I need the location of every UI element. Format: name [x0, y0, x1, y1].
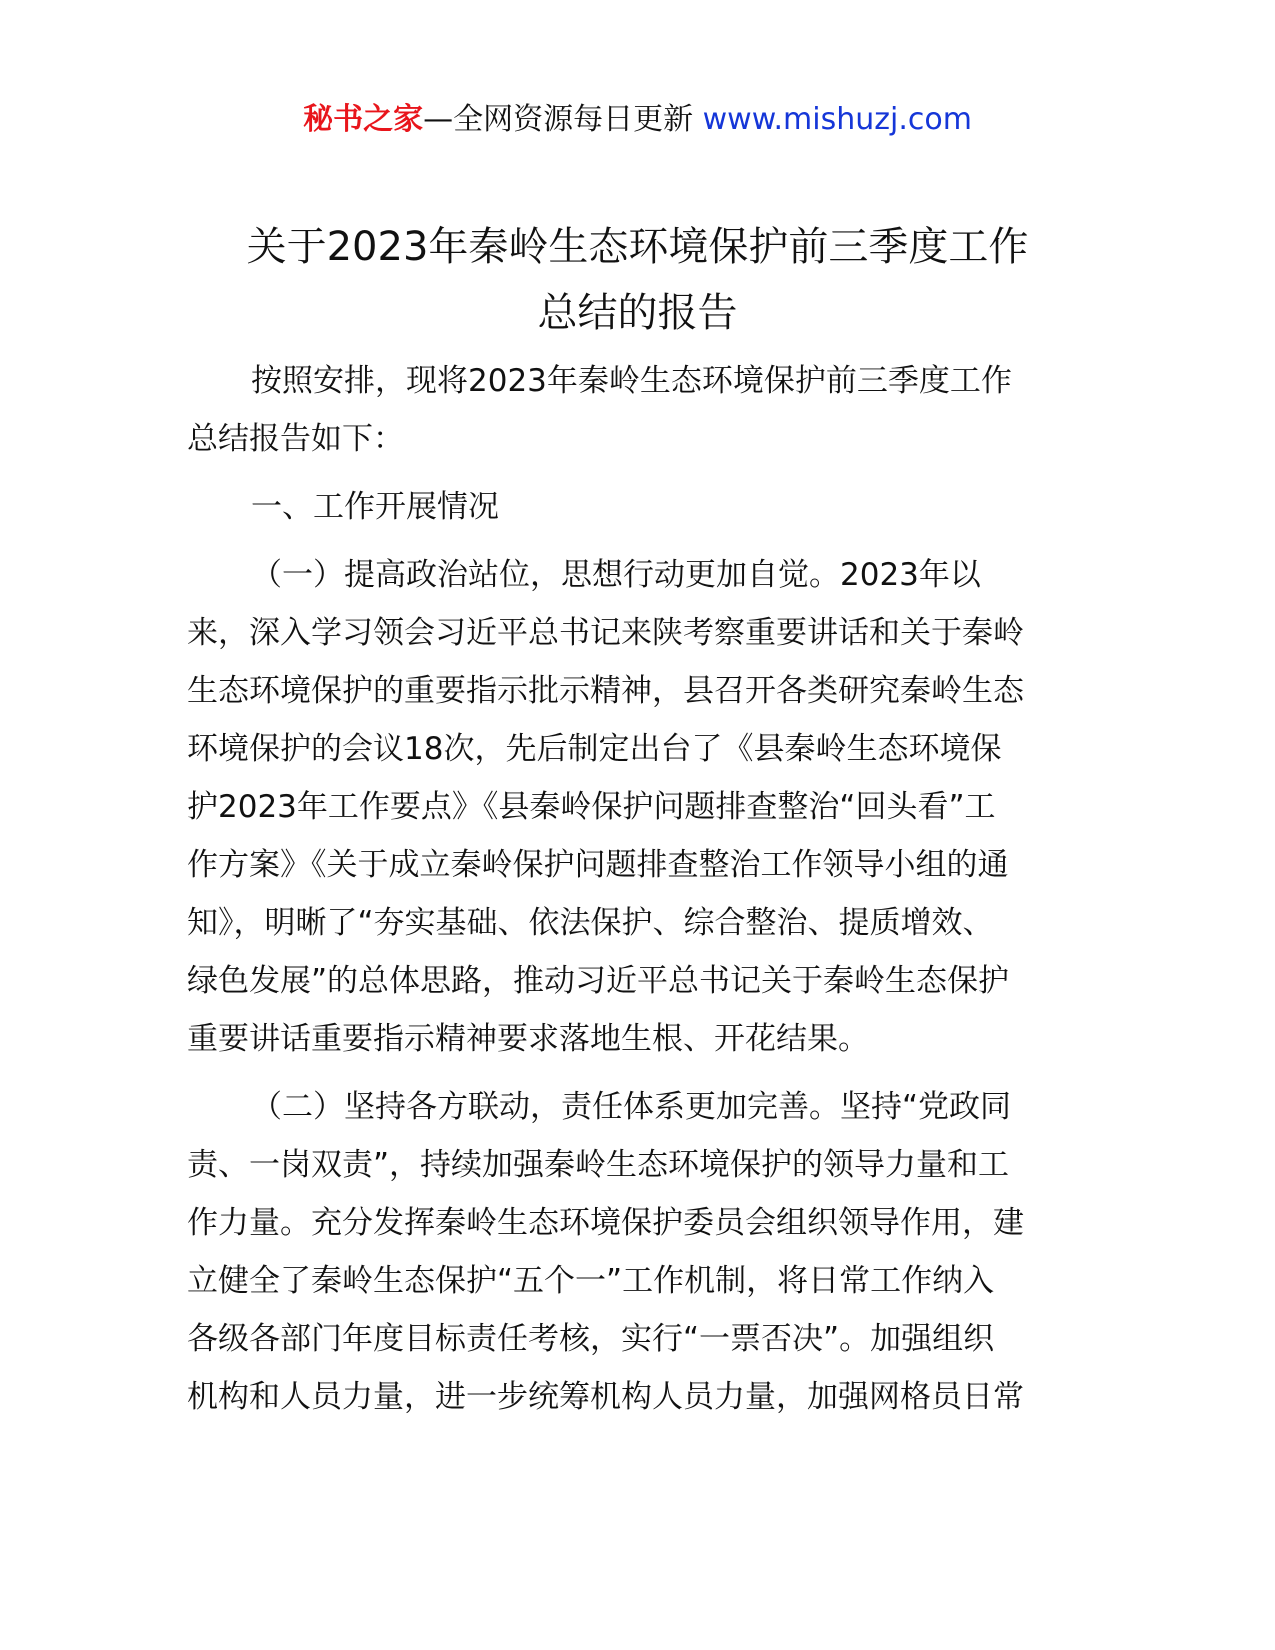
intro-line: 总结报告如下： [187, 421, 404, 457]
site-url-link[interactable]: www.mishuzj.com [702, 102, 972, 137]
paragraph-line: 立健全了秦岭生态保护“五个一”工作机制，将日常工作纳入 [187, 1263, 995, 1299]
paragraph-line: 作力量。充分发挥秦岭生态环境保护委员会组织领导作用，建 [187, 1205, 1024, 1241]
site-header [0, 98, 1275, 142]
paragraph-1 [187, 546, 1087, 1068]
paragraph-2 [187, 1078, 1087, 1426]
brand-name: 秘书之家 [303, 102, 424, 137]
paragraph-line: 重要讲话重要指示精神要求落地生根、开花结果。 [187, 1021, 869, 1057]
paragraph-line: 各级各部门年度目标责任考核，实行“一票否决”。加强组织 [187, 1321, 995, 1357]
paragraph-line: 护2023年工作要点》《县秦岭保护问题排查整治“回头看”工 [187, 789, 996, 825]
title-line-1: 关于2023年秦岭生态环境保护前三季度工作 [246, 224, 1029, 270]
paragraph-line: （一）提高政治站位，思想行动更加自觉。2023年以 [251, 557, 981, 593]
paragraph-line: 环境保护的会议18次，先后制定出台了《县秦岭生态环境保 [187, 731, 1002, 767]
paragraph-line: 来，深入学习领会习近平总书记来陕考察重要讲话和关于秦岭 [187, 615, 1024, 651]
paragraph-line: 作方案》《关于成立秦岭保护问题排查整治工作领导小组的通 [187, 847, 1009, 883]
section-heading: 一、工作开展情况 [251, 489, 499, 525]
title-line-2: 总结的报告 [537, 290, 738, 336]
document-body [187, 352, 1087, 1426]
intro-line: 按照安排，现将2023年秦岭生态环境保护前三季度工作 [251, 363, 1012, 399]
paragraph-line: 生态环境保护的重要指示批示精神，县召开各类研究秦岭生态 [187, 673, 1024, 709]
paragraph-line: 责、一岗双责”，持续加强秦岭生态环境保护的领导力量和工 [187, 1147, 1010, 1183]
header-slogan: —全网资源每日更新 [423, 102, 694, 137]
paragraph-line: 机构和人员力量，进一步统筹机构人员力量，加强网格员日常 [187, 1379, 1024, 1415]
intro-paragraph [187, 352, 1087, 468]
paragraph-line: （二）坚持各方联动，责任体系更加完善。坚持“党政同 [251, 1089, 1012, 1125]
paragraph-line: 绿色发展”的总体思路，推动习近平总书记关于秦岭生态保护 [187, 963, 1010, 999]
document-title [150, 214, 1125, 346]
paragraph-line: 知》，明晰了“夯实基础、依法保护、综合整治、提质增效、 [187, 905, 994, 941]
